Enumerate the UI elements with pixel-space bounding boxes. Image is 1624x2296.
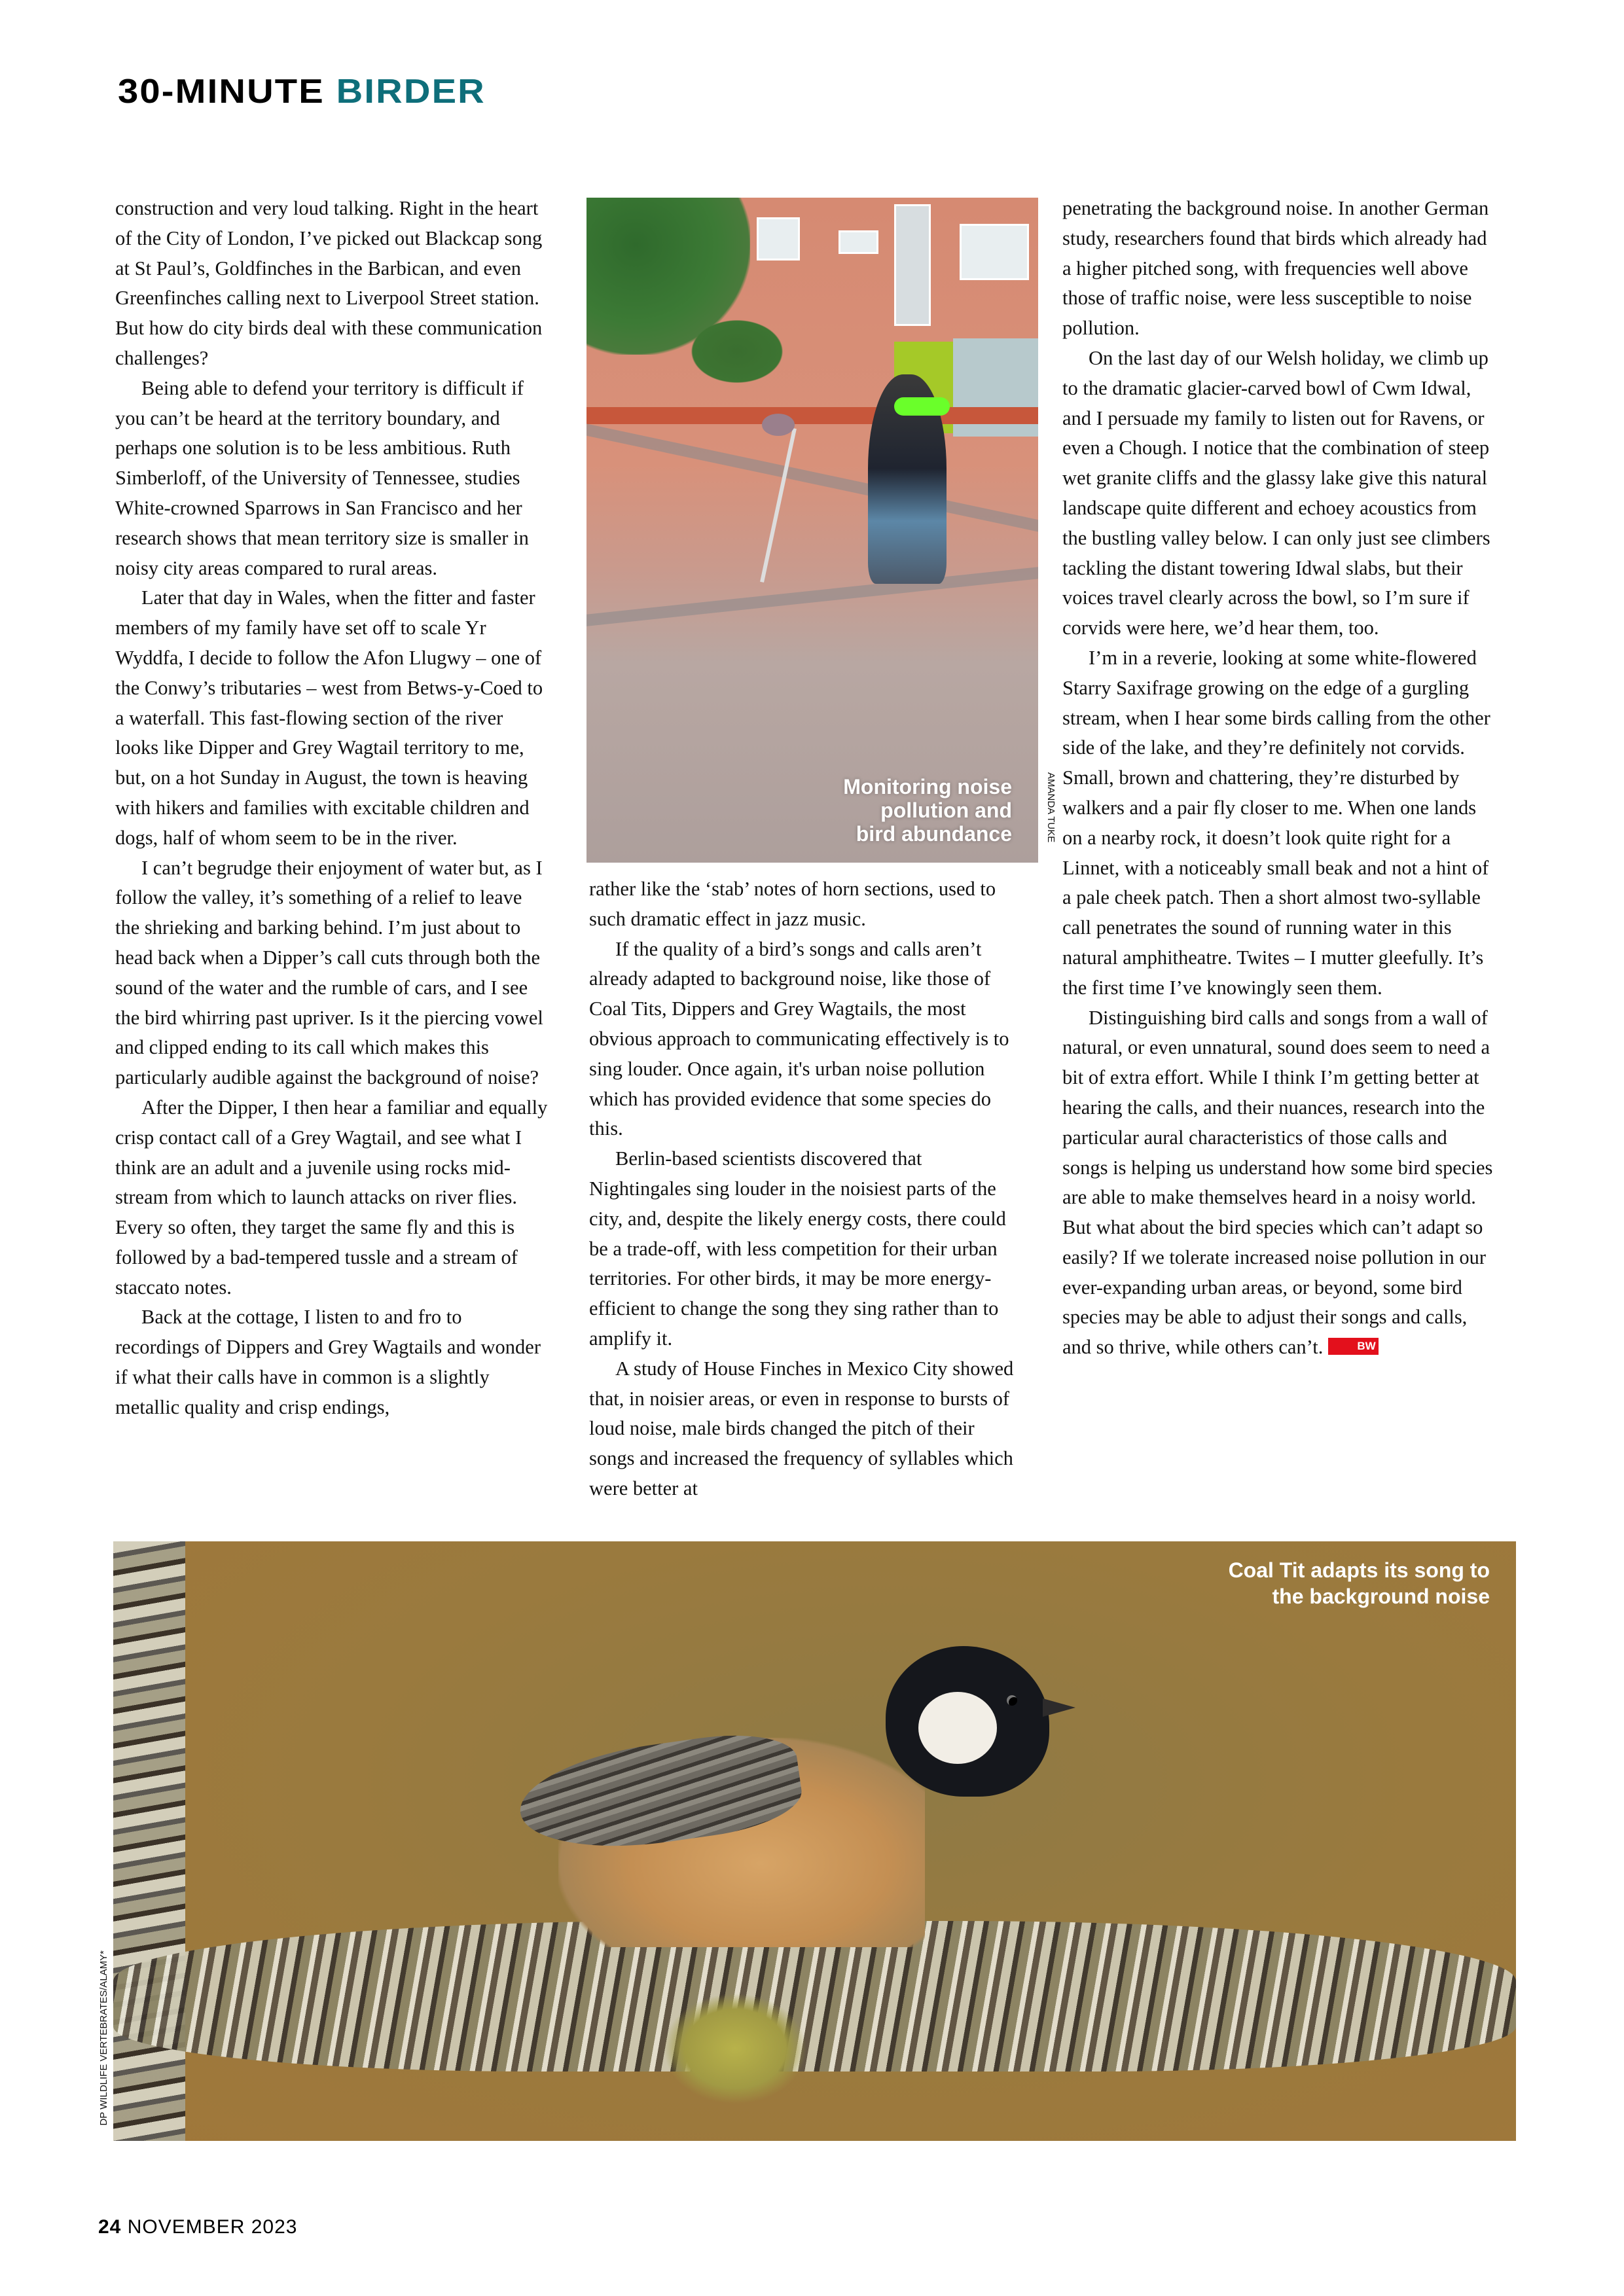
article-paragraph bbox=[115, 374, 549, 584]
article-paragraph bbox=[589, 935, 1022, 1145]
photo-tripod bbox=[760, 428, 797, 583]
end-mark-logo: BW bbox=[1328, 1338, 1378, 1355]
photo-window bbox=[757, 217, 800, 260]
paragraph-text: construction and very loud talking. Right in the heart of the City of London, I’ve picked out Blackcap song at St Paul’s, Goldfinches in the Barbican, and even Greenfinches calling next to Liverpool Street station. But how do city birds deal with these communication challenges? bbox=[115, 197, 543, 369]
article-paragraph bbox=[115, 1302, 549, 1422]
photo-top-credit: AMANDA TUKE bbox=[1045, 772, 1056, 843]
page-number: 24 bbox=[98, 2216, 122, 2238]
section-heading bbox=[118, 72, 486, 111]
photo-lichen-branch bbox=[113, 1541, 185, 2141]
photo-coal-tit bbox=[113, 1541, 1516, 2141]
photo-noise-monitoring bbox=[586, 198, 1038, 863]
paragraph-text: penetrating the background noise. In another German study, researchers found that birds which already had a higher pitched song, with frequencies well above those of traffic noise, were less susceptible to noise pollution. bbox=[1062, 197, 1489, 340]
photo-window bbox=[839, 230, 878, 254]
paragraph-text: I’m in a reverie, looking at some white-flowered Starry Saxifrage growing on the edge of a gurgling stream, when I hear some birds calling from the other side of the lake, and they’re definitely not corvids. Small, brown and chattering, they’re disturbed by walkers and a pair fly closer to me. When one lands on a nearby rock, it doesn’t look quite right for a Linnet, with a noticeably small beak and not a hint of a pale cheek patch. Then a short almost two-syllable call penetrates the sound of running water in this natural amphitheatre. Twites – I mutter gleefully. It’s the first time I’ve knowingly seen them. bbox=[1062, 646, 1490, 999]
photo-paving-stripe bbox=[586, 563, 1038, 630]
article-paragraph bbox=[1062, 194, 1496, 344]
issue-date: NOVEMBER 2023 bbox=[127, 2216, 298, 2238]
article-paragraph bbox=[115, 853, 549, 1093]
bird-cheek bbox=[918, 1692, 997, 1764]
article-column-2 bbox=[589, 874, 1022, 1504]
paragraph-text: Later that day in Wales, when the fitter and faster members of my family have set off to scale Yr Wyddfa, I decide to follow the Afon Llugwy – one of the Conwy’s tributaries – west from Betws-y-Coed to a waterfall. This fast-flowing section of the river looks like Dipper and Grey Wagtail territory to me, but, on a hot Sunday in August, the town is heaving with hikers and families with excitable children and dogs, half of whom seem to be in the river. bbox=[115, 586, 543, 849]
paragraph-text: After the Dipper, I then hear a familiar and equally crisp contact call of a Grey Wagtail, and see what I think are an adult and a juvenile using rocks mid-stream from which to launch attacks on river flies. Every so often, they target the same fly and this is followed by a bad-tempered tussle and a stream of staccato notes. bbox=[115, 1096, 548, 1299]
article-paragraph bbox=[589, 1144, 1022, 1354]
caption-line: Monitoring noise bbox=[843, 775, 1012, 798]
photo-hedge bbox=[685, 315, 789, 387]
paragraph-text: A study of House Finches in Mexico City showed that, in noisier areas, or even in response to bursts of loud noise, male birds changed the pitch of their songs and increased the frequency of syllables which were better at bbox=[589, 1357, 1014, 1499]
page-footer bbox=[98, 2216, 298, 2238]
article-paragraph bbox=[115, 583, 549, 853]
article-column-1 bbox=[115, 194, 549, 1423]
photo-window bbox=[894, 204, 931, 326]
photo-wall bbox=[586, 407, 1038, 424]
caption-line: the background noise bbox=[1272, 1585, 1490, 1608]
paragraph-text: Back at the cottage, I listen to and fro to recordings of Dippers and Grey Wagtails and wonder if what their calls have in common is a slightly metallic quality and crisp endings, bbox=[115, 1306, 541, 1418]
article-paragraph bbox=[589, 874, 1022, 935]
caption-line: Coal Tit adapts its song to bbox=[1228, 1558, 1490, 1582]
article-paragraph bbox=[115, 1093, 549, 1303]
paragraph-text: If the quality of a bird’s songs and calls aren’t already adapted to background noise, like those of Coal Tits, Dippers and Grey Wagtails, the most obvious approach to communicating effectively is to sing louder. Once again, it's urban noise pollution which has provided evidence that some species do this. bbox=[589, 937, 1009, 1140]
photo-window bbox=[960, 224, 1029, 280]
article-column-3 bbox=[1062, 194, 1496, 1363]
photo-top-caption bbox=[843, 775, 1012, 846]
photo-moss bbox=[663, 1993, 807, 2104]
section-heading-prefix: 30-MINUTE bbox=[118, 73, 325, 111]
bird-beak bbox=[1043, 1698, 1075, 1717]
photo-bottom-credit: DP WILDLIFE VERTEBRATES/ALAMY* bbox=[98, 1950, 109, 2126]
photo-bottom-caption bbox=[1229, 1557, 1490, 1609]
paragraph-text: Berlin-based scientists discovered that Nightingales sing louder in the noisiest parts of the city, and, despite the likely energy costs, there could be a trade-off, with less competition for their urban territories. For other birds, it may be more energy-efficient to change the song they sing rather than to amplify it. bbox=[589, 1147, 1006, 1350]
paragraph-text: Distinguishing bird calls and songs from a wall of natural, or even unnatural, sound does seem to need a bit of extra effort. While I think I’m getting better at hearing the calls, and their nuances, research into the particular aural characteristics of those calls and songs is helping us understand how some bird species are able to make themselves heard in a noisy world. But what about the bird species which can’t adapt so easily? If we tolerate increased noise pollution in our ever-expanding urban areas, or beyond, some bird species may be able to adjust their songs and calls, and so thrive, while others can’t. bbox=[1062, 1006, 1493, 1359]
caption-line: pollution and bbox=[880, 798, 1012, 822]
photo-microphone bbox=[762, 414, 795, 436]
paragraph-text: I can’t begrudge their enjoyment of water but, as I follow the valley, it’s something of a relief to leave the shrieking and barking behind. I’m just about to head back when a Dipper’s call cuts through both the sound of the water and the rumble of cars, and I see the bird whirring past upriver. Is it the piercing vowel and clipped ending to its call which makes this particularly audible against the background of noise? bbox=[115, 856, 543, 1089]
caption-line: bird abundance bbox=[856, 822, 1012, 846]
photo-green-hood bbox=[894, 397, 950, 416]
paragraph-text: On the last day of our Welsh holiday, we climb up to the dramatic glacier-carved bowl of Cwm Idwal, and I persuade my family to listen out for Ravens, or even a Chough. I notice that the combination of steep wet granite cliffs and the glassy lake give this natural landscape quite different and echoey acoustics from the bustling valley below. I can only just see climbers tackling the distant towering Idwal slabs, but their voices travel clearly across the bowl, so I’m sure if corvids were here, we’d hear them, too. bbox=[1062, 346, 1490, 639]
paragraph-text: rather like the ‘stab’ notes of horn sections, used to such dramatic effect in jazz music. bbox=[589, 878, 996, 930]
article-paragraph bbox=[1062, 1003, 1496, 1363]
section-heading-accent: BIRDER bbox=[336, 73, 486, 111]
article-paragraph bbox=[1062, 344, 1496, 643]
article-paragraph bbox=[1062, 643, 1496, 1003]
paragraph-text: Being able to defend your territory is difficult if you can’t be heard at the territory boundary, and perhaps one solution is to be less ambitious. Ruth Simberloff, of the University of Tennessee, studies White-crowned Sparrows in San Francisco and her research shows that mean territory size is smaller in noisy city areas compared to rural areas. bbox=[115, 376, 529, 579]
article-paragraph bbox=[589, 1354, 1022, 1504]
bird-eye bbox=[1007, 1695, 1017, 1706]
article-paragraph bbox=[115, 194, 549, 374]
